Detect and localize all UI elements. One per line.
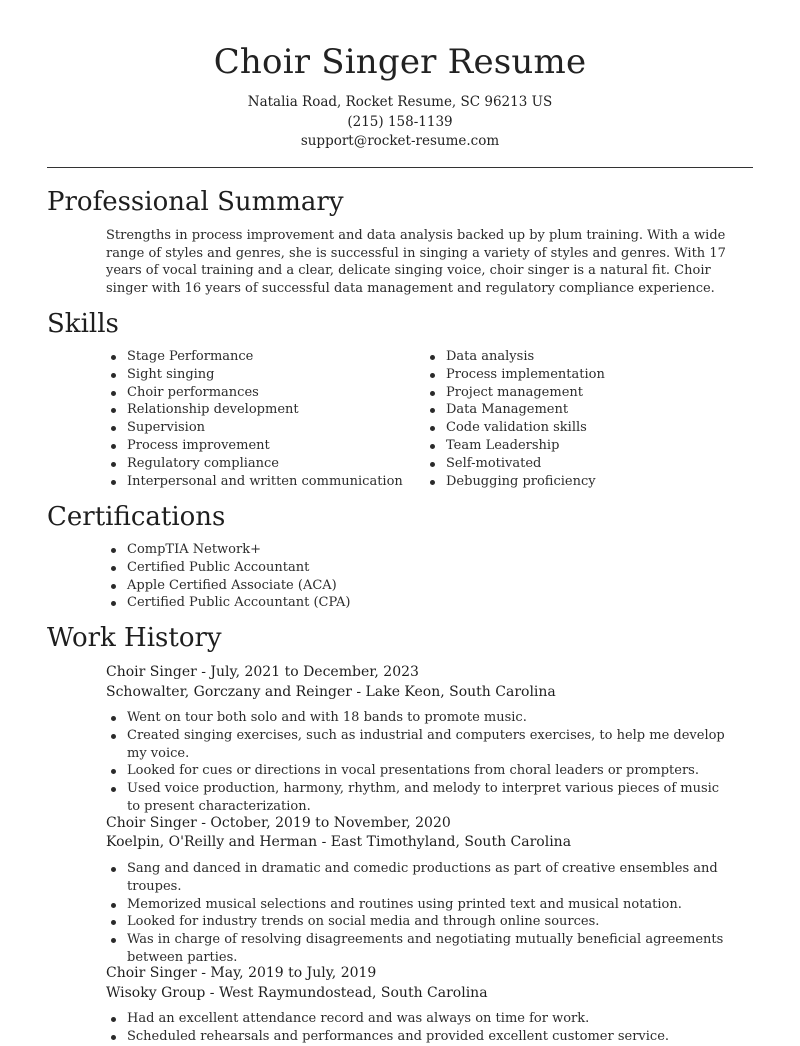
job-company: Schowalter, Gorczany and Reinger - Lake Keon, South Carolina <box>106 684 556 700</box>
list-item: Used voice production, harmony, rhythm, and melody to interpret various pieces of music to present characterization. <box>106 780 736 816</box>
list-item: CompTIA Network+ <box>106 541 746 559</box>
list-item: Sight singing <box>106 366 424 384</box>
job-title: Choir Singer - July, 2021 to December, 2023 <box>106 664 419 680</box>
skills-heading: Skills <box>47 309 119 339</box>
list-item: Memorized musical selections and routines using printed text and musical notation. <box>106 896 736 914</box>
list-item: Process improvement <box>106 437 424 455</box>
list-item: Relationship development <box>106 401 424 419</box>
job-bullets <box>106 1010 736 1046</box>
summary-text: Strengths in process improvement and data analysis backed up by plum training. With a wide range of styles and genres, she is successful in singing a variety of styles and genres. With 17 years of vocal training and a clear, delicate singing voice, choir singer is a natural fit. Choir singer with 16 years of successful data management and regulatory compliance experience. <box>106 228 726 296</box>
header-divider <box>47 167 753 168</box>
list-item: Looked for cues or directions in vocal presentations from choral leaders or prompters. <box>106 762 736 780</box>
list-item: Scheduled rehearsals and performances and provided excellent customer service. <box>106 1028 736 1046</box>
list-item: Sang and danced in dramatic and comedic productions as part of creative ensembles and troupes. <box>106 860 736 896</box>
list-item: Supervision <box>106 419 424 437</box>
summary-heading: Professional Summary <box>47 187 344 217</box>
list-item: Created singing exercises, such as industrial and computers exercises, to help me develop my voice. <box>106 727 736 763</box>
list-item: Process implementation <box>425 366 745 384</box>
contact-email: support@rocket-resume.com <box>300 133 500 149</box>
list-item: Data analysis <box>425 348 745 366</box>
list-item: Regulatory compliance <box>106 455 424 473</box>
skills-list-right <box>425 348 745 490</box>
list-item: Apple Certified Associate (ACA) <box>106 577 746 595</box>
list-item: Project management <box>425 384 745 402</box>
job-title: Choir Singer - October, 2019 to November, 2020 <box>106 815 451 831</box>
skills-list-left <box>106 348 424 490</box>
list-item: Certified Public Accountant (CPA) <box>106 594 746 612</box>
list-item: Code validation skills <box>425 419 745 437</box>
job-company: Wisoky Group - West Raymundostead, South Carolina <box>106 985 488 1001</box>
certifications-heading: Certifications <box>47 502 226 532</box>
resume-title: Choir Singer Resume <box>213 42 587 82</box>
certifications-list <box>106 541 746 612</box>
job-company: Koelpin, O'Reilly and Herman - East Timothyland, South Carolina <box>106 834 572 850</box>
contact-address: Natalia Road, Rocket Resume, SC 96213 US <box>247 94 553 110</box>
list-item: Debugging proficiency <box>425 473 745 491</box>
work-history-heading: Work History <box>47 623 222 653</box>
list-item: Was in charge of resolving disagreements and negotiating mutually beneficial agreements between parties. <box>106 931 736 967</box>
job-title: Choir Singer - May, 2019 to July, 2019 <box>106 965 377 981</box>
list-item: Certified Public Accountant <box>106 559 746 577</box>
list-item: Self-motivated <box>425 455 745 473</box>
list-item: Choir performances <box>106 384 424 402</box>
job-bullets <box>106 860 736 967</box>
list-item: Looked for industry trends on social media and through online sources. <box>106 913 736 931</box>
list-item: Team Leadership <box>425 437 745 455</box>
job-bullets <box>106 709 736 816</box>
list-item: Went on tour both solo and with 18 bands to promote music. <box>106 709 736 727</box>
list-item: Data Management <box>425 401 745 419</box>
list-item: Had an excellent attendance record and was always on time for work. <box>106 1010 736 1028</box>
list-item: Stage Performance <box>106 348 424 366</box>
list-item: Interpersonal and written communication <box>106 473 424 491</box>
contact-phone: (215) 158-1139 <box>347 114 453 130</box>
